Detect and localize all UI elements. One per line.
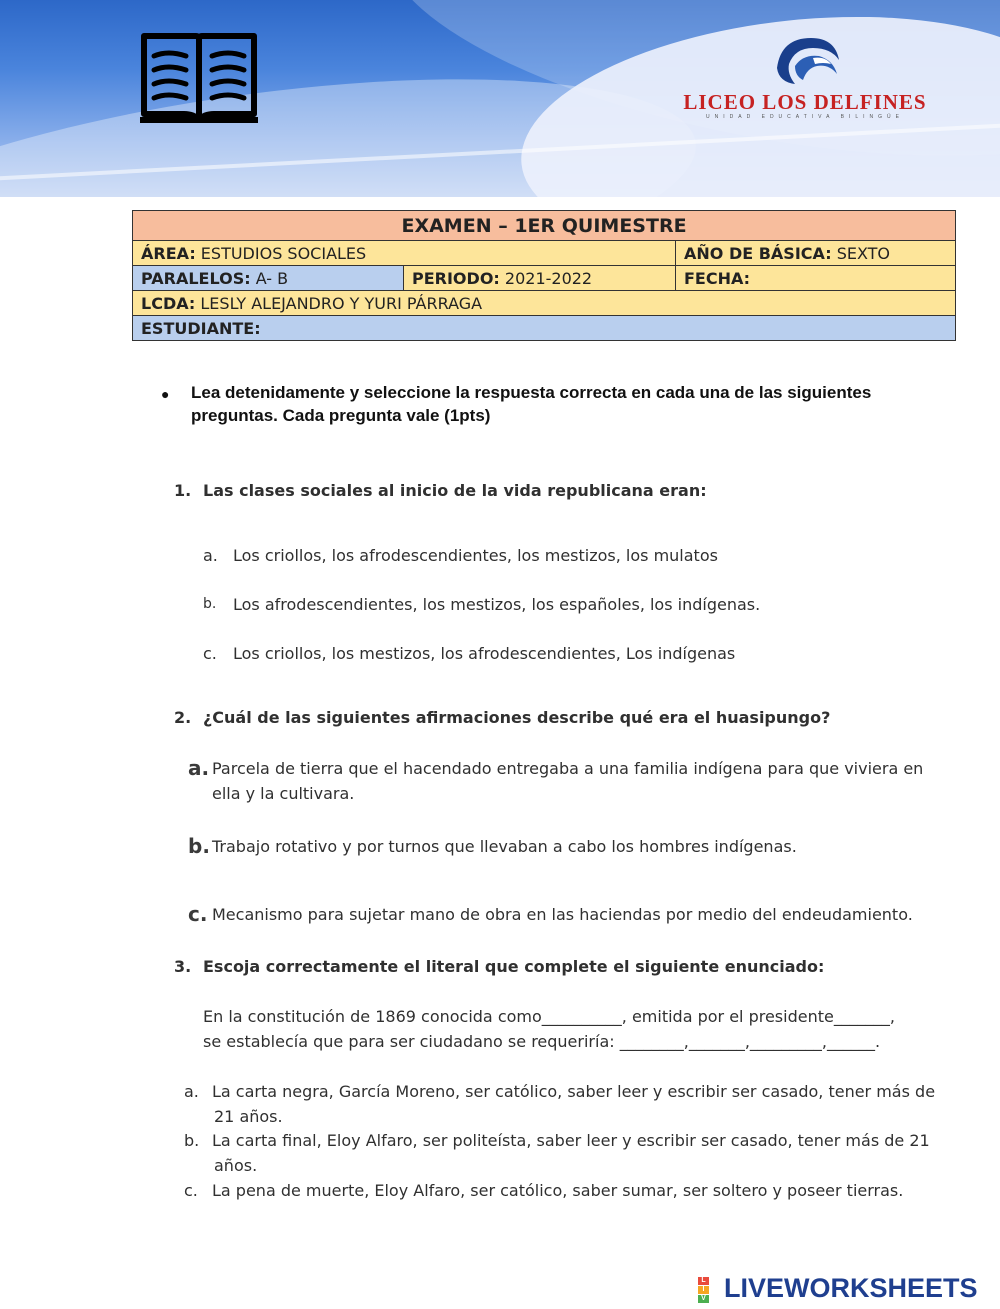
exam-title: EXAMEN – 1ER QUIMESTRE <box>133 211 956 241</box>
option-text[interactable]: Parcela de tierra que el hacendado entregaba a una familia indígena para que viviera en <box>212 759 924 778</box>
grade-value: SEXTO <box>831 243 891 263</box>
question-text: ¿Cuál de las siguientes afirmaciones describe qué era el huasipungo? <box>203 708 831 727</box>
question-text: Escoja correctamente el literal que complete el siguiente enunciado: <box>203 957 825 976</box>
statement-line-2: se establecía que para ser ciudadano se requeriría: ________,_______,_________,______. <box>203 1032 881 1051</box>
option-text[interactable]: Los criollos, los afrodescendientes, los mestizos, los mulatos <box>233 546 718 565</box>
student-label: ESTUDIANTE: <box>141 318 261 338</box>
open-book-icon <box>138 28 260 128</box>
teachers-value: LESLY ALEJANDRO Y YURI PÁRRAGA <box>195 293 483 313</box>
question-number: 3. <box>174 957 192 976</box>
liveworksheets-brand[interactable] <box>698 1272 998 1306</box>
option-letter[interactable]: c. <box>188 902 208 926</box>
date-label: FECHA: <box>684 268 751 288</box>
option-text[interactable]: La carta final, Eloy Alfaro, ser politeísta, saber leer y escribir ser casado, tener más de 21 <box>212 1131 930 1150</box>
question-text: Las clases sociales al inicio de la vida republicana eran: <box>203 481 707 500</box>
option-letter[interactable]: c. <box>184 1181 198 1200</box>
period-value: 2021-2022 <box>499 268 593 288</box>
school-logo <box>640 34 970 130</box>
option-text-continued[interactable]: ella y la cultivara. <box>212 784 355 803</box>
period-label: PERIODO: <box>412 268 500 288</box>
school-name: LICEO LOS DELFINES <box>683 90 927 114</box>
date-cell[interactable] <box>676 266 956 291</box>
option-text[interactable]: Trabajo rotativo y por turnos que llevaban a cabo los hombres indígenas. <box>212 837 797 856</box>
option-letter[interactable]: a. <box>203 546 218 565</box>
area-cell <box>133 241 676 266</box>
badge-letter: V <box>698 1295 709 1303</box>
bullet-icon: ● <box>161 386 170 402</box>
option-letter[interactable]: a. <box>188 756 210 780</box>
teachers-cell <box>133 291 956 316</box>
option-letter[interactable]: b. <box>203 596 217 612</box>
option-text[interactable]: La carta negra, García Moreno, ser católico, saber leer y escribir ser casado, tener más de <box>212 1082 936 1101</box>
statement-line-1: En la constitución de 1869 conocida como__________, emitida por el presidente_______, <box>203 1007 895 1026</box>
parallels-cell <box>133 266 404 291</box>
instructions-line-1: Lea detenidamente y seleccione la respuesta correcta en cada una de las siguientes <box>191 383 872 402</box>
option-letter[interactable]: b. <box>184 1131 200 1150</box>
exam-info-table <box>132 210 956 341</box>
liveworksheets-logo-text: LIVEWORKSHEETS <box>724 1273 978 1303</box>
liveworksheets-badge-icon <box>698 1276 722 1304</box>
grade-cell <box>676 241 956 266</box>
area-value: ESTUDIOS SOCIALES <box>195 243 367 263</box>
option-text-continued[interactable]: años. <box>214 1156 258 1175</box>
badge-letter: I <box>698 1286 709 1294</box>
parallels-label: PARALELOS: <box>141 268 251 288</box>
option-text[interactable]: Mecanismo para sujetar mano de obra en las haciendas por medio del endeudamiento. <box>212 905 913 924</box>
option-letter[interactable]: a. <box>184 1082 199 1101</box>
badge-letter: L <box>698 1277 709 1285</box>
student-cell[interactable] <box>133 316 956 341</box>
option-text[interactable]: Los criollos, los mestizos, los afrodescendientes, Los indígenas <box>233 644 736 663</box>
parallels-value: A- B <box>250 268 289 288</box>
instructions-line-2: preguntas. Cada pregunta vale (1pts) <box>191 406 491 425</box>
option-letter[interactable]: b. <box>188 834 210 858</box>
teachers-label: LCDA: <box>141 293 196 313</box>
question-number: 2. <box>174 708 192 727</box>
school-subtitle: UNIDAD EDUCATIVA BILINGÜE <box>706 114 904 120</box>
period-cell <box>404 266 676 291</box>
option-text-continued[interactable]: 21 años. <box>214 1107 283 1126</box>
dolphin-logo-icon <box>773 34 843 92</box>
option-text[interactable]: La pena de muerte, Eloy Alfaro, ser católico, saber sumar, ser soltero y poseer tierras. <box>212 1181 904 1200</box>
grade-label: AÑO DE BÁSICA: <box>684 243 832 263</box>
question-number: 1. <box>174 481 192 500</box>
header-banner <box>0 0 1000 197</box>
option-text[interactable]: Los afrodescendientes, los mestizos, los españoles, los indígenas. <box>233 595 761 614</box>
option-letter[interactable]: c. <box>203 644 217 663</box>
area-label: ÁREA: <box>141 243 196 263</box>
